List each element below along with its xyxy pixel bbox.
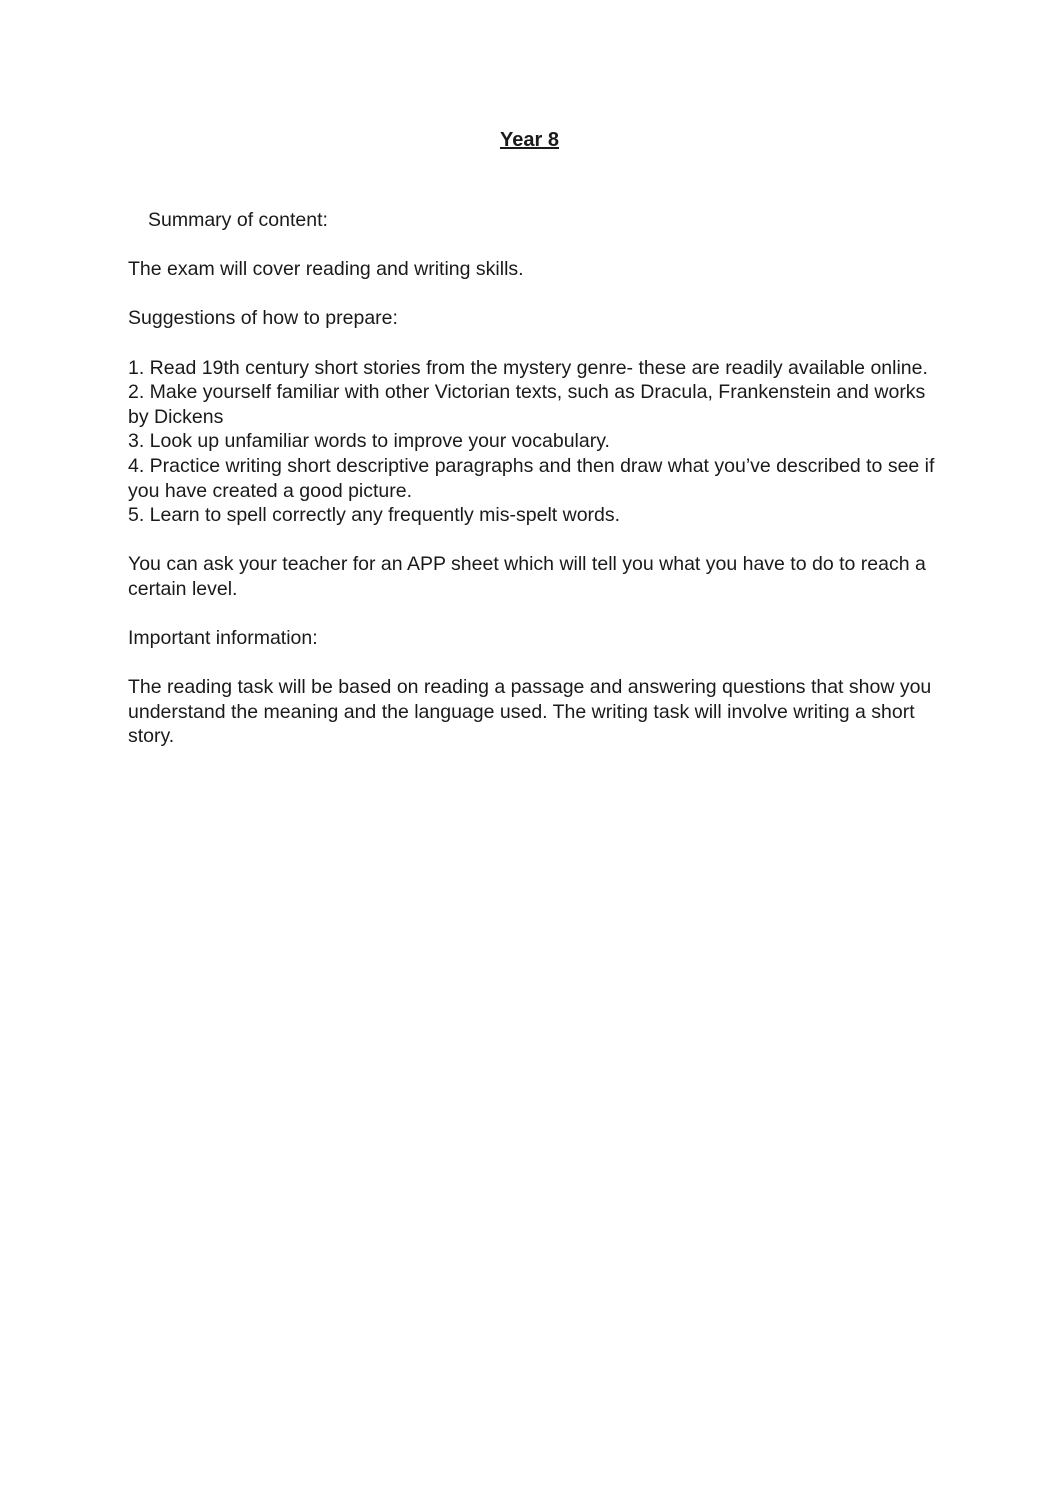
- summary-label: Summary of content:: [148, 209, 328, 231]
- list-item: 2. Make yourself familiar with other Victorian texts, such as Dracula, Frankenstein and works by Dickens: [128, 381, 926, 428]
- list-item: 5. Learn to spell correctly any frequently mis-spelt words.: [128, 504, 621, 527]
- suggestions-list: [128, 356, 948, 528]
- important-heading: Important information:: [128, 627, 318, 650]
- app-sheet-note: You can ask your teacher for an APP sheet which will tell you what you have to do to reach a certain level.: [128, 553, 926, 600]
- list-item: 4. Practice writing short descriptive paragraphs and then draw what you’ve described to see if you have created a good picture.: [128, 454, 935, 502]
- important-text: The reading task will be based on reading a passage and answering questions that show you understand the meaning and the language used. The writing task will involve writing a short story.: [128, 676, 932, 748]
- list-item: 3. Look up unfamiliar words to improve your vocabulary.: [128, 430, 610, 453]
- intro-paragraph: The exam will cover reading and writing skills.: [128, 258, 524, 281]
- document-body: [128, 208, 948, 749]
- list-item: 1. Read 19th century short stories from the mystery genre- these are readily available online.: [128, 356, 928, 379]
- suggestions-heading: Suggestions of how to prepare:: [128, 307, 398, 330]
- page-title: Year 8: [500, 129, 559, 151]
